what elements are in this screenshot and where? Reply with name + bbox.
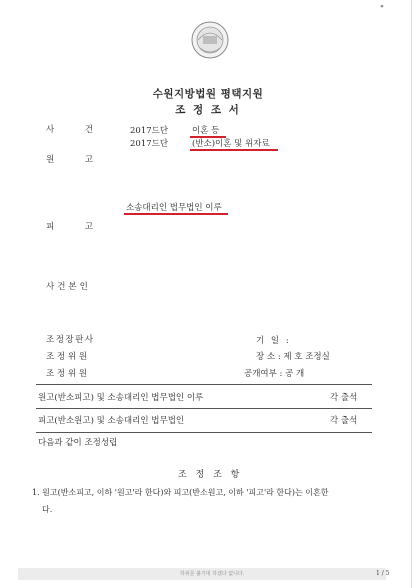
appearance-row-2-status: 각 출석 bbox=[330, 416, 358, 426]
attorney-underline bbox=[124, 213, 228, 215]
case-label: 사 건 bbox=[46, 125, 108, 135]
parties-present-label: 사건본인 bbox=[46, 282, 91, 292]
mediation-head-label: 조정장판사 bbox=[46, 335, 95, 345]
appearance-row-1-party: 원고(반소피고) 및 소송대리인 법무법인 이루 bbox=[38, 393, 204, 403]
case-name-1-underline bbox=[190, 136, 226, 138]
terms-item-1-line-1: 1. 원고(반소피고, 이하 '원고'라 한다)와 피고(반소원고, 이하 '피고'라 한다)는 이혼한 bbox=[32, 488, 329, 497]
defendant-label: 피 고 bbox=[46, 222, 108, 232]
case-name-1: 이혼 등 bbox=[192, 126, 220, 136]
date-label: 기 일 : bbox=[256, 336, 291, 346]
place-label: 장 소 : 제 호 조정실 bbox=[256, 352, 330, 362]
appearance-row-2-party: 피고(반소원고) 및 소송대리인 법무법인 bbox=[38, 416, 185, 426]
public-label: 공개여부 : 공 개 bbox=[244, 369, 305, 379]
case-number-2: 2017드단 bbox=[130, 139, 169, 149]
result-line: 다음과 같이 조정성립 bbox=[38, 438, 118, 448]
page-number: 1 / 5 bbox=[376, 570, 390, 577]
table-bottom-border bbox=[36, 432, 372, 433]
page-edge bbox=[411, 0, 412, 588]
corner-mark: " bbox=[380, 4, 384, 14]
appearance-row-1-status: 각 출석 bbox=[330, 393, 358, 403]
mediation-member-1-label: 조 정 위 원 bbox=[46, 352, 87, 362]
plaintiff-label: 원 고 bbox=[46, 155, 108, 165]
document-title: 조 정 조 서 bbox=[175, 104, 241, 116]
terms-heading: 조 정 조 항 bbox=[178, 470, 243, 480]
table-top-border bbox=[36, 384, 372, 385]
court-name: 수원지방법원 평택지원 bbox=[152, 88, 264, 100]
table-row-divider bbox=[36, 408, 372, 409]
case-name-2-underline bbox=[190, 149, 278, 151]
terms-item-1-line-2: 다. bbox=[42, 505, 53, 514]
court-seal-icon bbox=[190, 20, 230, 60]
footer-notice: 하위문 불기대 하겠다 없니다. bbox=[180, 571, 245, 577]
mediation-member-2-label: 조 정 위 원 bbox=[46, 369, 87, 379]
case-name-2: (반소)이혼 및 위자료 bbox=[192, 139, 270, 149]
attorney-text: 소송대리인 법무법인 이루 bbox=[126, 203, 222, 213]
case-number-1: 2017드단 bbox=[130, 126, 169, 136]
